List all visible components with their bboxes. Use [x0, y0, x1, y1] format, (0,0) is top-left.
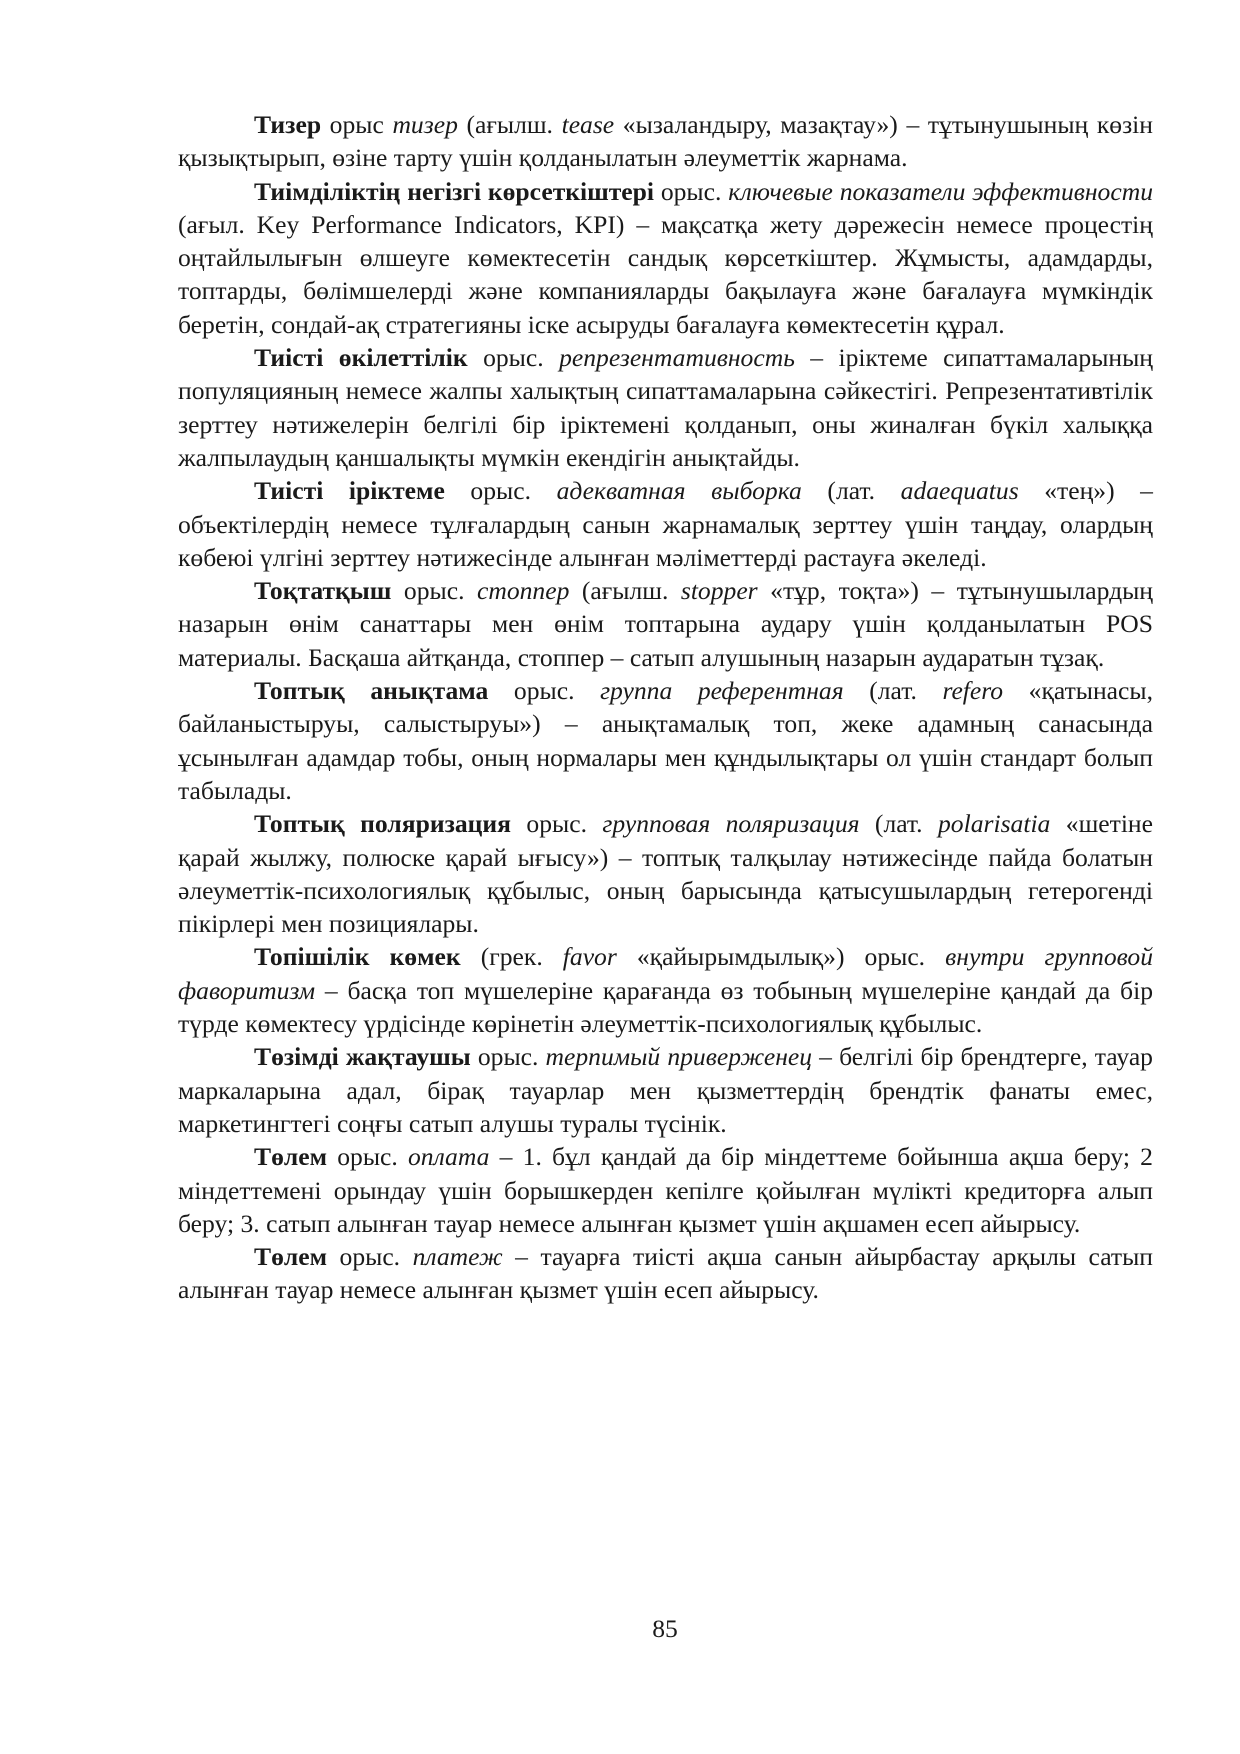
glossary-entry — [178, 807, 1153, 940]
entry-italic-text: adaequatus — [900, 476, 1019, 506]
entry-term: Тиісті өкілеттілік — [254, 343, 468, 373]
entry-text: (ағылш. — [569, 576, 681, 606]
entry-term: Тиісті іріктеме — [254, 476, 445, 506]
entry-term: Тизер — [254, 110, 322, 139]
entry-italic-text: оплата — [407, 1142, 490, 1172]
entry-text: (грек. — [460, 942, 563, 972]
entry-text: орыс. — [654, 176, 729, 206]
entry-italic-text: групповая поляризация — [602, 809, 860, 839]
entry-italic-text: стоппер — [476, 576, 570, 606]
entry-italic-text: терпимый приверженец — [545, 1042, 813, 1072]
entry-term: Төлем — [254, 1242, 328, 1272]
glossary-entry — [178, 341, 1153, 474]
entry-italic-text: tease — [561, 110, 615, 139]
entry-italic-text: тизер — [392, 110, 458, 139]
entry-italic-text: favor — [562, 942, 617, 972]
glossary-entries — [178, 108, 1153, 1307]
entry-italic-text: refero — [942, 676, 1004, 706]
glossary-entry — [178, 1140, 1153, 1240]
glossary-entry — [178, 940, 1153, 1040]
entry-italic-text: внутри групповой фаворитизм — [178, 942, 1153, 1005]
entry-text: «тұр, тоқта») – тұтынушылардың назарын өнім санаттары мен өнім топтарына аудару үшін қолданылатын POS материалы. Басқаша айтқанда, стоппер – сатып алушының назарын аударатын тұзақ. — [178, 576, 1153, 672]
entry-text: орыс. — [470, 1042, 546, 1072]
entry-text: (лат. — [801, 476, 901, 506]
entry-italic-text: группа референтная — [600, 676, 844, 706]
entry-italic-text: polarisatia — [938, 809, 1051, 839]
glossary-entry — [178, 574, 1153, 674]
entry-text: (ағылш. — [457, 110, 562, 139]
entry-text: «ызаландыру, мазақтау») – тұтынушының көзін қызықтырып, өзіне тарту үшін қолданылатын әлеуметтік жарнама. — [178, 110, 1153, 173]
glossary-entry — [178, 175, 1153, 341]
entry-term: Топішілік көмек — [254, 942, 461, 972]
entry-italic-text: репрезентативность — [559, 343, 795, 373]
glossary-entry — [178, 1240, 1153, 1307]
entry-text: (ағыл. Key Performance Indicators, KPI) – мақсатқа жету дәрежесін немесе процестің оңтайлылығын өлшеуге көмектесетін сандық көрсеткіштер. Жұмысты, адамдарды, топтарды, бөлімшелерді және компанияларды бақылауға және бағалауға мүмкіндік беретін, сондай-ақ стратегияны іске асыруды бағалауға көмектесетін құрал. — [178, 209, 1153, 339]
entry-text: (лат. — [859, 809, 938, 839]
document-page — [178, 108, 1153, 1307]
entry-text: «шетіне қарай жылжу, полюске қарай ығысу») – топтық талқылау нәтижесінде пайда болатын әлеуметтік-психологиялық құбылыс, оның барысында қатысушылардың гетерогенді пікірлері мен позициялары. — [178, 809, 1153, 939]
entry-term: Тиімділіктің негізгі көрсеткіштері — [254, 176, 655, 206]
glossary-entry — [178, 108, 1153, 175]
entry-term: Топтық анықтама — [254, 676, 489, 706]
entry-text: – іріктеме сипаттамаларының популяцияның немесе жалпы халықтың сипаттамаларына сәйкестігі. Репрезентативтілік зерттеу нәтижелерін белгілі бір іріктемені қолданып, оны жиналған бүкіл халыққа жалпылаудың қаншалықты мүмкін екендігін анықтайды. — [178, 343, 1153, 472]
glossary-entry — [178, 1040, 1153, 1140]
entry-text: – тауарға тиісті ақша санын айырбастау арқылы сатып алынған тауар немесе алынған қызмет үшін есеп айырысу. — [178, 1242, 1153, 1305]
entry-term: Тоқтатқыш — [254, 576, 392, 606]
page-number: 85 — [652, 1614, 678, 1643]
entry-text: орыс. — [511, 809, 603, 839]
entry-text: орыс. — [467, 343, 560, 373]
entry-text: орыс — [321, 110, 393, 139]
entry-term: Топтық поляризация — [254, 809, 511, 839]
entry-text: (лат. — [843, 676, 943, 706]
entry-text: орыс. — [327, 1242, 413, 1272]
entry-text: – басқа топ мүшелеріне қарағанда өз тобының мүшелеріне қандай да бір түрде көмектесу үрдісінде көрінетін әлеуметтік-психологиялық құбылыс. — [178, 975, 1153, 1039]
glossary-entry — [178, 474, 1153, 574]
entry-italic-text: адекватная выборка — [556, 476, 802, 506]
entry-text: орыс. — [391, 576, 477, 606]
entry-text: орыс. — [327, 1142, 408, 1172]
entry-text: орыс. — [444, 476, 557, 506]
entry-text: – 1. бұл қандай да бір міндеттеме бойынша ақша беру; 2 міндеттемені орындау үшін борышкерден кепілге қойылған мүлікті кредиторға алып беру; 3. сатып алынған тауар немесе алынған қызмет үшін ақшамен есеп айырысу. — [178, 1142, 1153, 1238]
entry-italic-text: stopper — [680, 576, 758, 606]
glossary-entry — [178, 674, 1153, 807]
entry-italic-text: платеж — [412, 1242, 503, 1272]
entry-text: – белгілі бір брендтерге, тауар маркаларына адал, бірақ тауарлар мен қызметтердің брендтік фанаты емес, маркетингтегі соңғы сатып алушы туралы түсінік. — [178, 1042, 1153, 1138]
entry-term: Төлем — [254, 1142, 328, 1172]
entry-italic-text: ключевые показатели эффективности — [728, 176, 1153, 206]
entry-term: Төзімді жақтаушы — [254, 1042, 471, 1072]
entry-text: «қатынасы, байланыстыруы, салыстыруы») – анықтамалық топ, жеке адамның санасында ұсынылған адамдар тобы, оның нормалары мен құндылықтары ол үшін стандарт болып табылады. — [178, 676, 1153, 805]
entry-text: «тең») – объектілердің немесе тұлғалардың санын жарнамалық зерттеу үшін таңдау, олардың көбеюі үлгіні зерттеу нәтижесінде алынған мәліметтерді растауға әкеледі. — [178, 476, 1153, 572]
entry-text: «қайырымдылық») орыс. — [616, 942, 946, 972]
entry-text: орыс. — [488, 676, 601, 706]
